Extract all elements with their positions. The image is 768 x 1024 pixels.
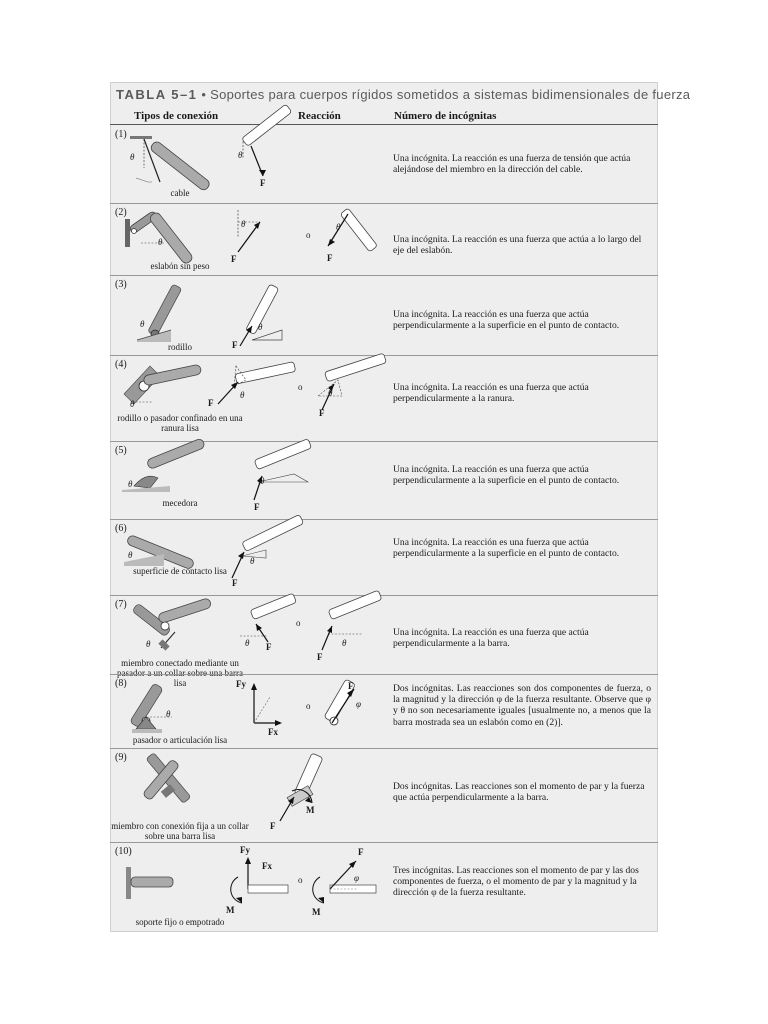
row-description: Una incógnita. La reacción es una fuerza que actúa perpendicularmente a la superficie en el punto de contacto.	[393, 309, 620, 332]
or-label: o	[298, 875, 303, 885]
row-description: Tres incógnitas. Las reacciones son el momento de par y las dos componentes de fuerza, o el momento de par y la magnitud y la dirección φ de la fuerza resultante.	[393, 865, 639, 899]
table-row	[110, 275, 658, 356]
row-number: (1)	[115, 129, 127, 140]
pin-components-figure	[246, 679, 296, 729]
row-number: (2)	[115, 207, 127, 218]
force-label: F	[231, 254, 237, 264]
force-label: F	[327, 253, 333, 263]
theta-symbol: θ	[241, 219, 246, 229]
collar-reaction-figure-b	[308, 600, 388, 658]
force-label: F	[260, 178, 266, 188]
table-page	[110, 82, 691, 932]
theta-symbol: θ	[336, 222, 341, 232]
roller-figure	[135, 284, 215, 344]
force-x-label: Fx	[262, 861, 272, 871]
theta-symbol: θ	[342, 638, 347, 648]
rocker-reaction-figure	[248, 452, 320, 508]
roller-reaction-figure	[232, 284, 312, 346]
force-label: F	[317, 652, 323, 662]
table-row	[110, 519, 658, 596]
cable-reaction-figure	[235, 136, 320, 196]
theta-symbol: θ	[240, 390, 245, 400]
fixed-collar-figure	[138, 759, 218, 817]
table-caption	[116, 87, 690, 102]
slot-pin-figure	[122, 362, 207, 410]
table-row	[110, 355, 658, 442]
header-reaction: Reacción	[298, 110, 341, 122]
link-reaction-figure-b	[324, 208, 386, 260]
theta-symbol: θ	[238, 150, 243, 160]
force-label: F	[208, 398, 214, 408]
or-label: o	[296, 618, 301, 628]
moment-label: M	[306, 805, 315, 815]
row-description: Una incógnita. La reacción es una fuerza que actúa perpendicularmente a la superficie en el punto de contacto.	[393, 464, 620, 487]
fixed-support-figure	[126, 867, 186, 907]
row-number: (5)	[115, 445, 127, 456]
connection-label: soporte fijo o empotrado	[135, 917, 225, 927]
collar-reaction-figure-a	[228, 602, 300, 654]
connection-label: cable	[170, 188, 190, 198]
header-divider	[110, 124, 658, 125]
table-label: TABLA 5–1	[116, 87, 198, 102]
connection-label: miembro con conexión fija a un collar sobre una barra lisa	[111, 821, 249, 841]
caption-bullet: •	[201, 87, 207, 102]
row-description: Una incógnita. La reacción es una fuerza que actúa perpendicularmente a la superficie en el punto de contacto.	[393, 537, 620, 560]
row-number: (4)	[115, 359, 127, 370]
header-unknowns: Número de incógnitas	[394, 110, 497, 122]
table-row	[110, 126, 658, 203]
row-number: (3)	[115, 279, 127, 290]
or-label: o	[298, 382, 303, 392]
theta-symbol: θ	[128, 550, 133, 560]
row-description: Dos incógnitas. Las reacciones son dos componentes de fuerza, o la magnitud y la dirección φ de la fuerza resultante. Observe que φ y θ no son necesariamente iguales [usualmente no, a menos que la barra mostrada sea un eslabón como en (2)].	[393, 683, 651, 728]
or-label: o	[306, 230, 311, 240]
theta-symbol: θ	[166, 709, 171, 719]
theta-symbol: θ	[260, 476, 265, 486]
phi-symbol: φ	[354, 873, 359, 883]
connection-label: rodillo	[168, 342, 192, 352]
theta-symbol: θ	[130, 399, 135, 409]
force-label: F	[358, 847, 364, 857]
row-description: Una incógnita. La reacción es una fuerza que actúa a lo largo del eje del eslabón.	[393, 234, 642, 257]
table-row	[110, 674, 658, 749]
theta-symbol: θ	[245, 638, 250, 648]
moment-label: M	[312, 907, 321, 917]
table-title: Soportes para cuerpos rígidos sometidos a sistemas bidimensionales de fuerza	[210, 87, 691, 102]
row-number: (7)	[115, 599, 127, 610]
theta-symbol: θ	[158, 237, 163, 247]
slot-reaction-figure-a	[206, 360, 301, 416]
force-y-label: Fy	[240, 845, 250, 855]
force-label: F	[254, 502, 260, 512]
force-label: F	[348, 681, 354, 691]
surface-reaction-figure	[230, 528, 312, 584]
moment-label: M	[226, 905, 235, 915]
row-description: Una incógnita. La reacción es una fuerza que actúa perpendicularmente a la barra.	[393, 627, 589, 650]
theta-symbol: θ	[140, 319, 145, 329]
theta-symbol: θ	[328, 388, 333, 398]
row-number: (8)	[115, 678, 127, 689]
force-x-label: Fx	[268, 727, 278, 737]
header-connection: Tipos de conexión	[134, 110, 219, 122]
row-number: (10)	[115, 846, 132, 857]
theta-symbol: θ	[250, 556, 255, 566]
collar-pin-figure	[125, 600, 220, 652]
fixed-resultant-figure	[310, 853, 384, 915]
or-label: o	[306, 701, 311, 711]
phi-symbol: φ	[356, 699, 361, 709]
table-row	[110, 748, 658, 843]
pin-joint-figure	[132, 681, 212, 733]
row-description: Una incógnita. La reacción es una fuerza de tensión que actúa alejándose del miembro en la dirección del cable.	[393, 153, 631, 176]
connection-label: pasador o articulación lisa	[132, 735, 228, 745]
theta-symbol: θ	[258, 322, 263, 332]
row-description: Dos incógnitas. Las reacciones son el momento de par y la fuerza que actúa perpendicularmente a la barra.	[393, 781, 645, 804]
row-number: (6)	[115, 523, 127, 534]
rocker-figure	[120, 456, 210, 496]
force-label: F	[266, 642, 272, 652]
weightless-link-figure	[125, 209, 215, 257]
smooth-surface-figure	[124, 532, 204, 568]
force-y-label: Fy	[236, 679, 246, 689]
theta-symbol: θ	[128, 479, 133, 489]
connection-label: rodillo o pasador confinado en una ranura lisa	[117, 413, 243, 433]
fixed-collar-reaction-figure	[272, 753, 352, 829]
force-label: F	[232, 340, 238, 350]
cable-connection-figure	[122, 136, 222, 191]
force-label: F	[270, 821, 276, 831]
table-row	[110, 441, 658, 520]
table-row	[110, 203, 658, 276]
link-reaction-figure-a	[230, 208, 290, 260]
connection-label: superficie de contacto lisa	[133, 566, 227, 576]
row-description: Una incógnita. La reacción es una fuerza que actúa perpendicularmente a la ranura.	[393, 382, 589, 405]
table-row	[110, 842, 658, 933]
connection-label: mecedora	[162, 498, 198, 508]
force-label: F	[232, 578, 238, 588]
theta-symbol: θ	[130, 152, 135, 162]
theta-symbol: θ	[146, 639, 151, 649]
connection-label: eslabón sin peso	[150, 261, 210, 271]
force-label: F	[319, 408, 325, 418]
connection-label: miembro conectado mediante un pasador a un collar sobre una barra lisa	[117, 658, 243, 688]
row-number: (9)	[115, 752, 127, 763]
